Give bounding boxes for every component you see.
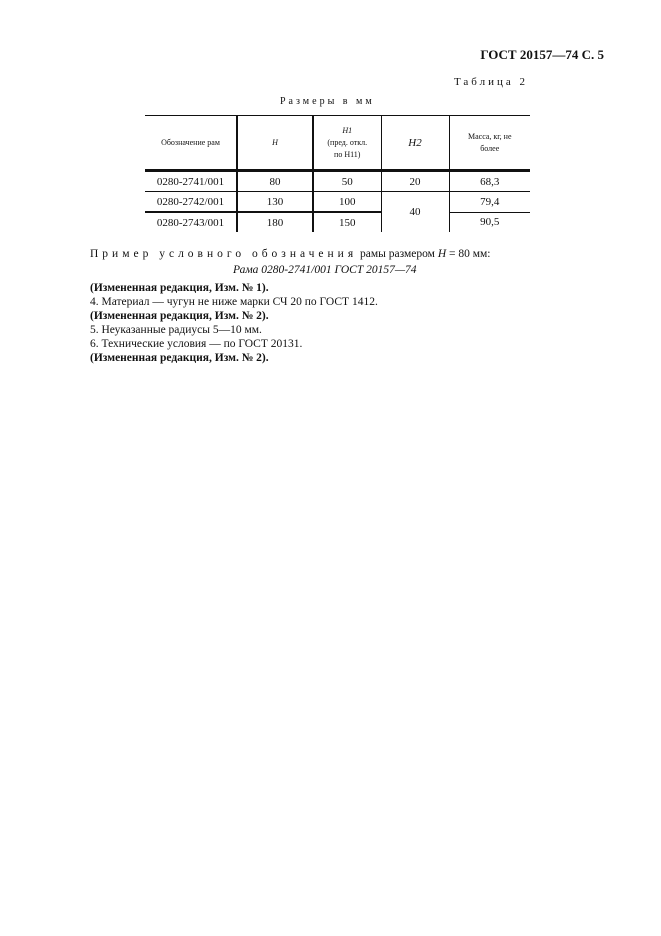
table-row: 0280-2743/001 180 150 90,5 (145, 212, 530, 232)
table-row: 0280-2742/001 130 100 40 79,4 (145, 192, 530, 213)
note-material: 4. Материал — чугун не ниже марки СЧ 20 по ГОСТ 1412. (90, 296, 378, 308)
col-header-h: H (237, 116, 313, 171)
note-radii: 5. Неуказанные радиусы 5—10 мм. (90, 324, 262, 336)
note-revision: (Измененная редакция, Изм. № 1). (90, 282, 269, 294)
note-specs: 6. Технические условия — по ГОСТ 20131. (90, 338, 303, 350)
table-number: Таблица 2 (453, 76, 528, 88)
example-line: Пример условного обозначения рамы размером H = 80 мм: (90, 248, 491, 260)
col-header-mass: Масса, кг, не более (449, 116, 530, 171)
col-header-h2: H2 (381, 116, 449, 171)
note-revision: (Измененная редакция, Изм. № 2). (90, 352, 269, 364)
note-revision: (Измененная редакция, Изм. № 2). (90, 310, 269, 322)
col-header-designation: Обозначение рам (145, 116, 237, 171)
table-header-row (145, 116, 530, 171)
table-caption: Размеры в мм (280, 96, 375, 107)
col-header-h1: H1 (пред. откл. по H11) (313, 116, 381, 171)
dimensions-table (145, 115, 530, 232)
page-header: ГОСТ 20157—74 С. 5 (480, 47, 604, 62)
table-row: 0280-2741/001 80 50 20 68,3 (145, 171, 530, 192)
example-designation: Рама 0280-2741/001 ГОСТ 20157—74 (233, 264, 417, 276)
